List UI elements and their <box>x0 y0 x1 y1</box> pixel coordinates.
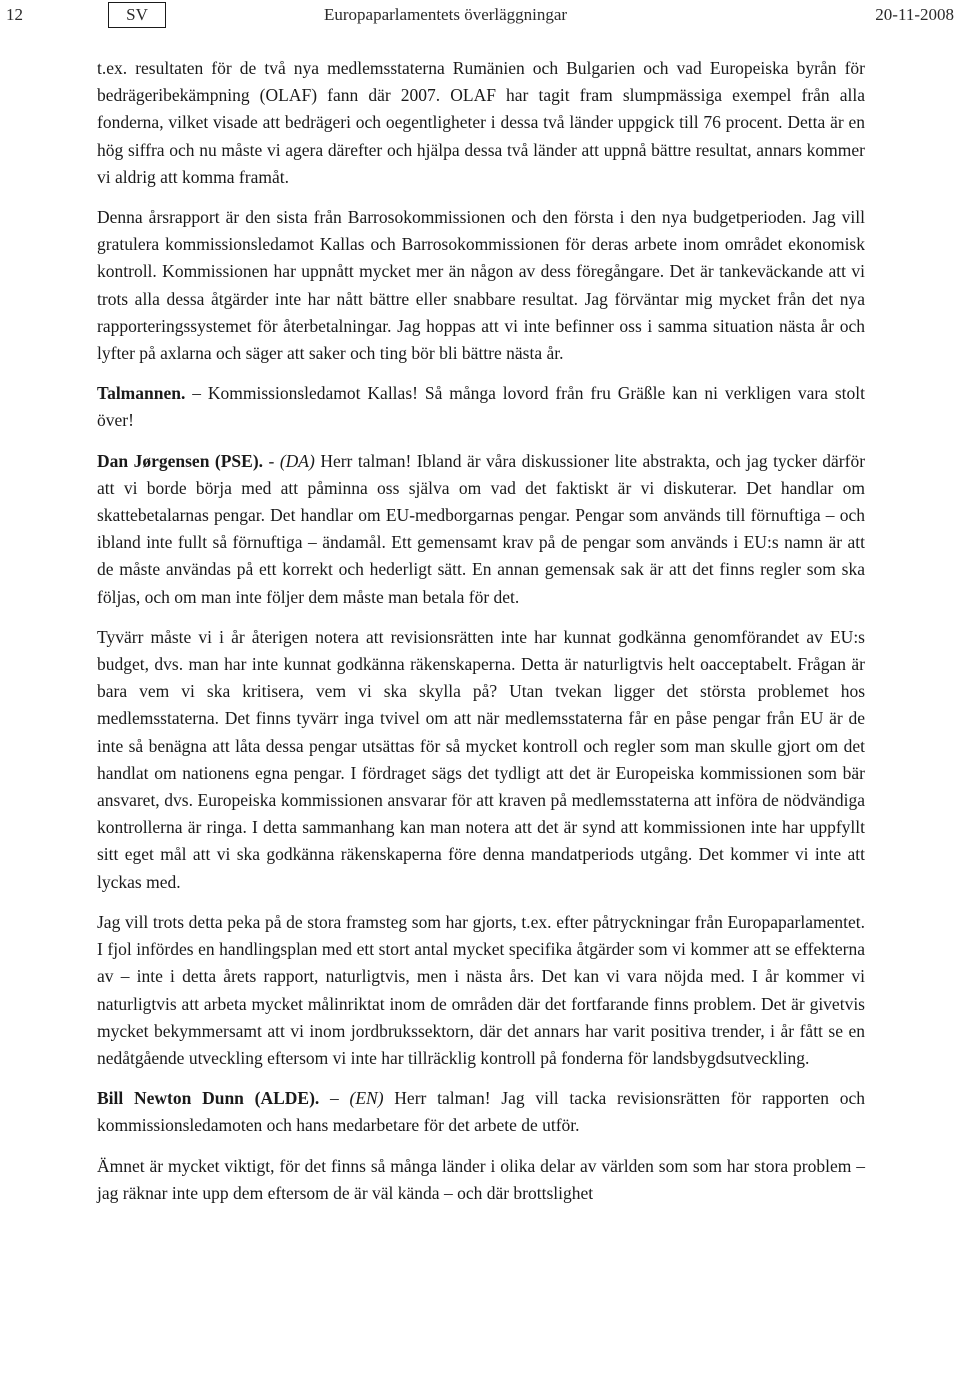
paragraph-text: Herr talman! Ibland är våra diskussioner lite abstrakta, och jag tycker därför att vi borde börja med att påminna oss själva om vad det faktiskt är vi diskuterar. Det handlar om skattebetalarnas pengar. Det handlar om EU-medborgarnas pengar. Pengar som används till förnuftiga – och ibland inte fullt så förnuftiga – ändamål. Ett gemensamt krav på de pengar som används i EU:s namn är att de måste användas på ett korrekt och hederligt sätt. En annan gemensak sak är att det finns regler som ska följas, och om man inte följer dem måste man betala för det. <box>97 450 866 607</box>
speech-paragraph <box>97 380 865 434</box>
paragraph-text: Jag vill trots detta peka på de stora framsteg som har gjorts, t.ex. efter påtryckningar från Europaparlamentet. I fjol infördes en handlingsplan med ett stort antal mycket specifika åtgärder som vi kommer att se effekterna av – inte i detta årets rapport, naturligtvis, men i nästa års. Det kan vi vara nöjda med. I år kommer vi naturligtvis att arbeta mycket målinriktat inom de områden där det fortfarande finns problem. Det är givetvis mycket bekymmersamt att vi inom jordbrukssektorn, där det annars har varit positiva trender, i år fått se en nedåtgående utveckling eftersom vi inte har tillräcklig kontroll på fonderna för landsbygdsutveckling. <box>97 911 865 1068</box>
language-tag: (DA) <box>279 450 315 471</box>
paragraph-text: Ämnet är mycket viktigt, för det finns så många länder i olika delar av världen som som har stora problem – jag räknar inte upp dem eftersom de är väl kända – och där brottslighet <box>97 1155 865 1203</box>
paragraph <box>97 624 865 896</box>
paragraph-text: Kommissionsledamot Kallas! Så många lovord från fru Gräßle kan ni verkligen vara stolt över! <box>97 383 865 431</box>
language-code-box: SV <box>108 2 166 28</box>
speaker-name: Dan Jørgensen (PSE). <box>97 450 264 471</box>
speaker-name: Bill Newton Dunn (ALDE). <box>97 1088 320 1109</box>
paragraph <box>97 204 865 367</box>
paragraph <box>97 1153 865 1207</box>
speech-dash: - <box>268 450 275 471</box>
paragraph-text: Tyvärr måste vi i år återigen notera att revisionsrätten inte har kunnat godkänna genomförandet av EU:s budget, dvs. man har inte kunnat godkänna räkenskaperna. Detta är naturligtvis helt oacceptabelt. Frågan är bara vem vi ska kritisera, vem vi ska skylla på? Utan tvekan ligger det största problemet hos medlemsstaterna. Det finns tyvärr inga tvivel om att när medlemsstaterna får en påse pengar från EU är de inte så benägna att låta dessa pengar utsättas för så mycket kontroll och regler som man skulle gjort om det handlat om nationens egna pengar. I fördraget sägs det tydligt att det är Europeiska kommissionen som bär ansvaret, dvs. Europeiska kommissionen ansvarar för att kraven på medlemsstaterna att införa de nödvändiga kontrollerna är ringa. I detta sammanhang kan man notera att det är synd att kommissionen inte har uppfyllt sitt eget mål att vi ska godkänna räkenskaperna före denna mandatperiods utgång. Det kommer vi inte att lyckas med. <box>97 626 865 892</box>
paragraph-text: Denna årsrapport är den sista från Barrosokommissionen och den första i den nya budgetperioden. Jag vill gratulera kommissionsledamot Kallas och Barrosokommissionen för deras arbete inom området ekonomisk kontroll. Kommissionen har uppnått mycket mer än någon av dess föregångare. Det är tankeväckande att vi trots alla dessa åtgärder inte har nått bättre eller snabbare resultat. Jag förväntar mig mycket från det nya rapporteringssystemet för återbetalningar. Jag hoppas att vi inte befinner oss i samma situation nästa år och lyfter på axlarna och säger att saker och ting bör bli bättre nästa år. <box>97 207 865 364</box>
paragraph-text: t.ex. resultaten för de två nya medlemsstaterna Rumänien och Bulgarien och vad Europeiska byrån för bedrägeribekämpning (OLAF) fann där 2007. OLAF har tagit fram slumpmässiga exempel från alla fonderna, vilket visade att bedrägeri och oegentligheter i dessa två länder uppgick till 76 procent. Detta är en hög siffra och nu måste vi agera därefter och hjälpa dessa två länder att uppnå bättre resultat, annars kommer vi aldrig att komma framåt. <box>97 58 865 187</box>
speech-dash: – <box>330 1088 339 1109</box>
page-number: 12 <box>6 5 23 24</box>
document-title: Europaparlamentets överläggningar <box>324 5 568 24</box>
document-body <box>97 55 865 1220</box>
document-date: 20-11-2008 <box>875 5 954 24</box>
paragraph <box>97 909 865 1072</box>
speech-paragraph <box>97 448 865 611</box>
speech-paragraph <box>97 1085 865 1139</box>
speech-dash: – <box>192 383 201 404</box>
speaker-name: Talmannen. <box>97 383 186 404</box>
language-tag: (EN) <box>349 1088 384 1109</box>
paragraph-text: Herr talman! Jag vill tacka revisionsrätten för rapporten och kommissionsledamoten och hans medarbetare för det arbete de utför. <box>97 1088 866 1136</box>
page-header <box>0 0 960 32</box>
paragraph <box>97 55 865 191</box>
